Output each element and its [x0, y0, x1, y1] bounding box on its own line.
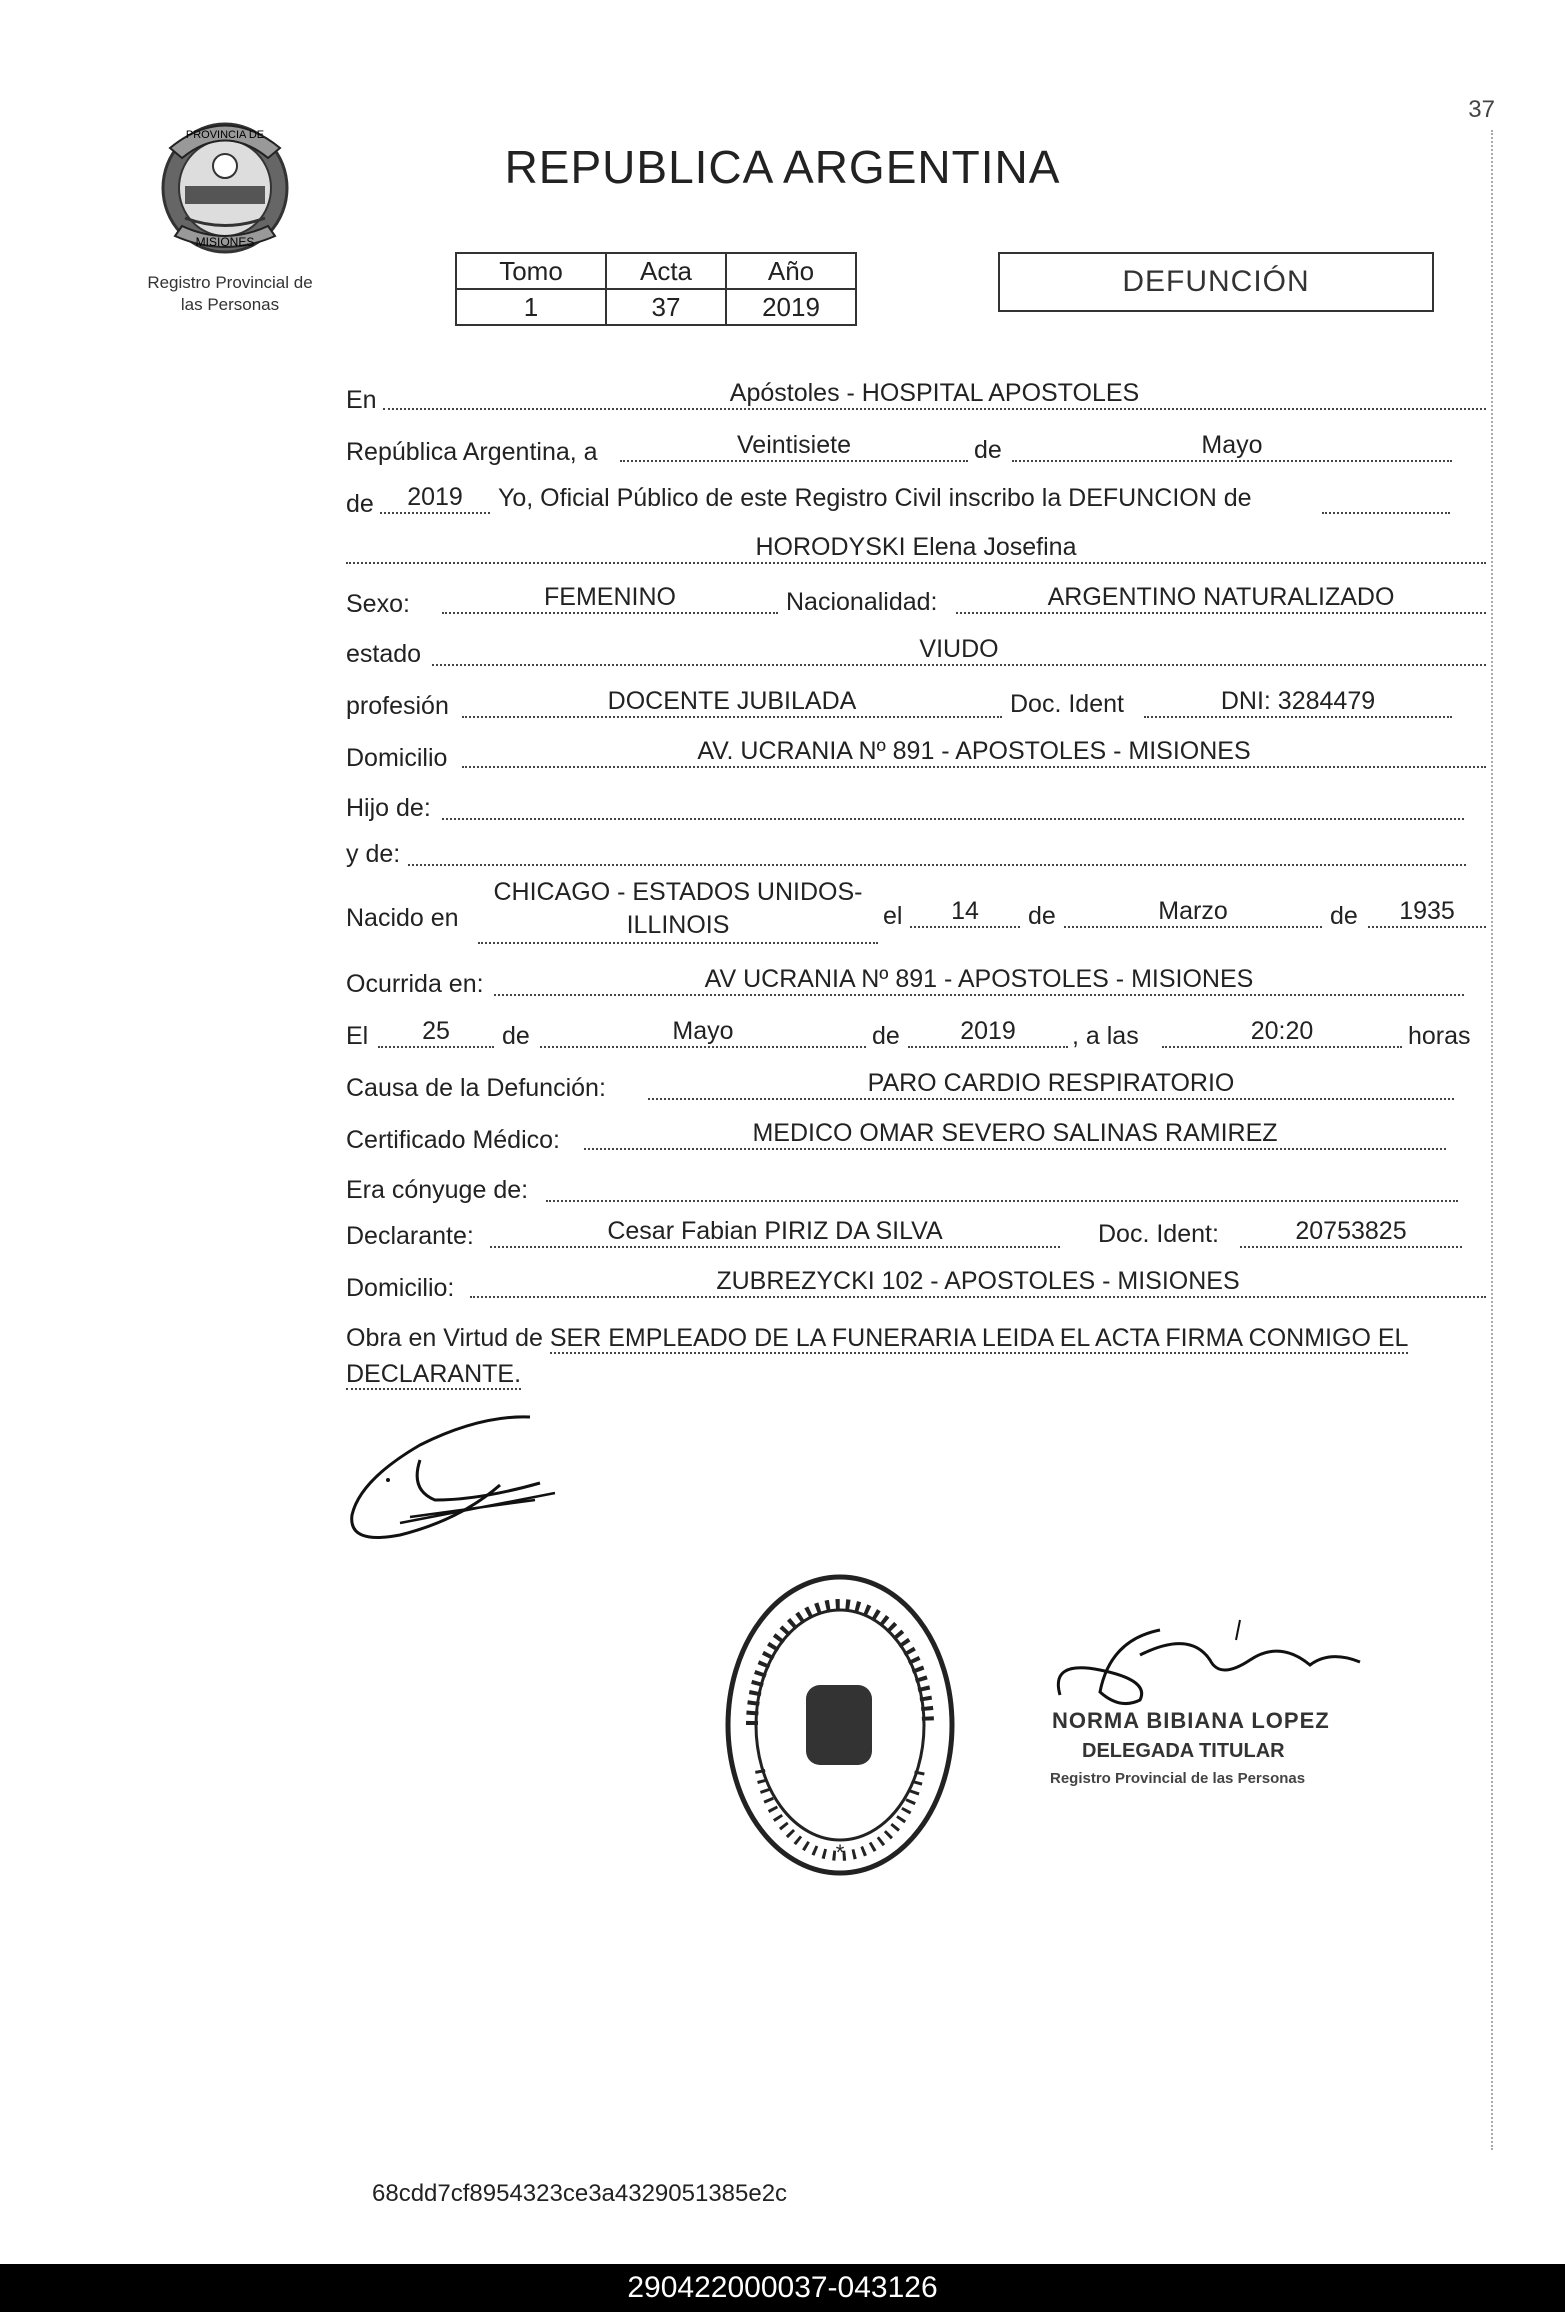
- registry-label: [120, 272, 340, 316]
- label-sexo: Sexo:: [346, 590, 410, 618]
- field-nac-mes: Marzo: [1064, 896, 1322, 928]
- label-de-3: de: [1028, 902, 1056, 930]
- crest-text-top: PROVINCIA DE: [185, 129, 265, 141]
- field-def-anio: 2019: [908, 1016, 1068, 1048]
- record-type-box: DEFUNCIÓN: [998, 252, 1434, 312]
- label-declarante: Declarante:: [346, 1222, 474, 1250]
- field-domicilio: AV. UCRANIA Nº 891 - APOSTOLES - MISIONES: [462, 736, 1486, 768]
- field-y-de: [408, 834, 1466, 866]
- official-signature: [1040, 1600, 1380, 1710]
- field-certificado: MEDICO OMAR SEVERO SALINAS RAMIREZ: [584, 1118, 1446, 1150]
- field-def-mes: Mayo: [540, 1016, 866, 1048]
- field-nac-dia: 14: [910, 896, 1020, 928]
- crest-text-bottom: MISIONES: [195, 235, 255, 249]
- label-y-de: y de:: [346, 840, 401, 868]
- field-lugar: Apóstoles - HOSPITAL APOSTOLES: [383, 378, 1486, 410]
- label-causa: Causa de la Defunción:: [346, 1074, 606, 1102]
- field-declarante: Cesar Fabian PIRIZ DA SILVA: [490, 1216, 1060, 1248]
- anio-value: 2019: [726, 289, 856, 325]
- label-doc-ident: Doc. Ident: [1010, 690, 1124, 718]
- field-nac-anio: 1935: [1368, 896, 1486, 928]
- label-republica: República Argentina, a: [346, 438, 598, 466]
- field-declarante-doc: 20753825: [1240, 1216, 1462, 1248]
- field-obra: SER EMPLEADO DE LA FUNERARIA LEIDA EL ACTA FIRMA CONMIGO EL DECLARANTE.: [346, 1324, 1409, 1388]
- label-nacido-en: Nacido en: [346, 904, 459, 932]
- page-title: REPUBLICA ARGENTINA: [504, 141, 1061, 193]
- field-declarante-domicilio: ZUBREZYCKI 102 - APOSTOLES - MISIONES: [470, 1266, 1486, 1298]
- nacido-en-line2: ILLINOIS: [626, 911, 730, 939]
- registry-label-line2: las Personas: [180, 295, 280, 314]
- field-hijo-de: [442, 788, 1464, 820]
- signatory-org: Registro Provincial de las Personas: [1050, 1770, 1306, 1787]
- label-hijo-de: Hijo de:: [346, 794, 431, 822]
- label-de-1: de: [974, 436, 1002, 464]
- label-a-las: , a las: [1072, 1022, 1139, 1050]
- field-mes: Mayo: [1012, 430, 1452, 462]
- field-dni: DNI: 3284479: [1144, 686, 1452, 718]
- label-de-5: de: [502, 1022, 530, 1050]
- field-nacionalidad: ARGENTINO NATURALIZADO: [956, 582, 1486, 614]
- footer-code-bar: 290422000037-043126: [0, 2264, 1565, 2312]
- page-number: 37: [1468, 96, 1495, 123]
- label-domicilio-2: Domicilio:: [346, 1274, 455, 1302]
- field-anio: 2019: [380, 482, 490, 514]
- label-doc-ident-2: Doc. Ident:: [1098, 1220, 1219, 1248]
- field-def-dia: 25: [378, 1016, 494, 1048]
- label-certificado: Certificado Médico:: [346, 1126, 560, 1154]
- field-sexo: FEMENINO: [442, 582, 778, 614]
- tomo-value: 1: [456, 289, 606, 325]
- field-nombre: HORODYSKI Elena Josefina: [346, 532, 1486, 564]
- acta-header: Acta: [606, 253, 726, 289]
- label-de-6: de: [872, 1022, 900, 1050]
- nacido-en-line1: CHICAGO - ESTADOS UNIDOS-: [493, 878, 863, 906]
- label-horas: horas: [1408, 1022, 1471, 1050]
- anio-header: Año: [726, 253, 856, 289]
- acta-value: 37: [606, 289, 726, 325]
- label-profesion: profesión: [346, 692, 449, 720]
- label-yo-oficial: Yo, Oficial Público de este Registro Civil inscribo la DEFUNCION de: [498, 484, 1252, 512]
- tomo-header: Tomo: [456, 253, 606, 289]
- label-domicilio: Domicilio: [346, 744, 448, 772]
- document-hash: 68cdd7cf8954323ce3a4329051385e2c: [372, 2180, 788, 2207]
- signatory-name: NORMA BIBIANA LOPEZ: [1052, 1708, 1330, 1733]
- field-causa: PARO CARDIO RESPIRATORIO: [648, 1068, 1454, 1100]
- signatory-role: DELEGADA TITULAR: [1082, 1740, 1285, 1762]
- label-el-lower: el: [883, 902, 903, 930]
- official-signature-block: [1040, 1600, 1380, 1800]
- label-el: El: [346, 1022, 369, 1050]
- field-nacido-en: [478, 876, 878, 944]
- field-conyuge: [546, 1170, 1458, 1202]
- label-de-4: de: [1330, 902, 1358, 930]
- svg-text:*: *: [835, 1840, 845, 1865]
- declarant-signature: [340, 1405, 570, 1555]
- obra-paragraph: [346, 1320, 1488, 1392]
- label-obra: Obra en Virtud de: [346, 1324, 543, 1352]
- label-ocurrida-en: Ocurrida en:: [346, 970, 484, 998]
- field-estado: VIUDO: [432, 634, 1486, 666]
- field-dia: Veintisiete: [620, 430, 968, 462]
- label-estado: estado: [346, 640, 422, 668]
- field-profesion: DOCENTE JUBILADA: [462, 686, 1002, 718]
- scan-edge-line: [1491, 130, 1493, 2150]
- label-conyuge: Era cónyuge de:: [346, 1176, 529, 1204]
- field-ocurrida-en: AV UCRANIA Nº 891 - APOSTOLES - MISIONES: [494, 964, 1464, 996]
- label-de-2: de: [346, 490, 374, 518]
- label-nacionalidad: Nacionalidad:: [786, 588, 938, 616]
- registry-label-line1: Registro Provincial de: [147, 273, 313, 292]
- registry-seal: [720, 1570, 960, 1880]
- record-table: [455, 252, 857, 326]
- field-def-hora: 20:20: [1162, 1016, 1402, 1048]
- label-en: En: [346, 386, 377, 414]
- field-trailing-blank: [1322, 482, 1450, 514]
